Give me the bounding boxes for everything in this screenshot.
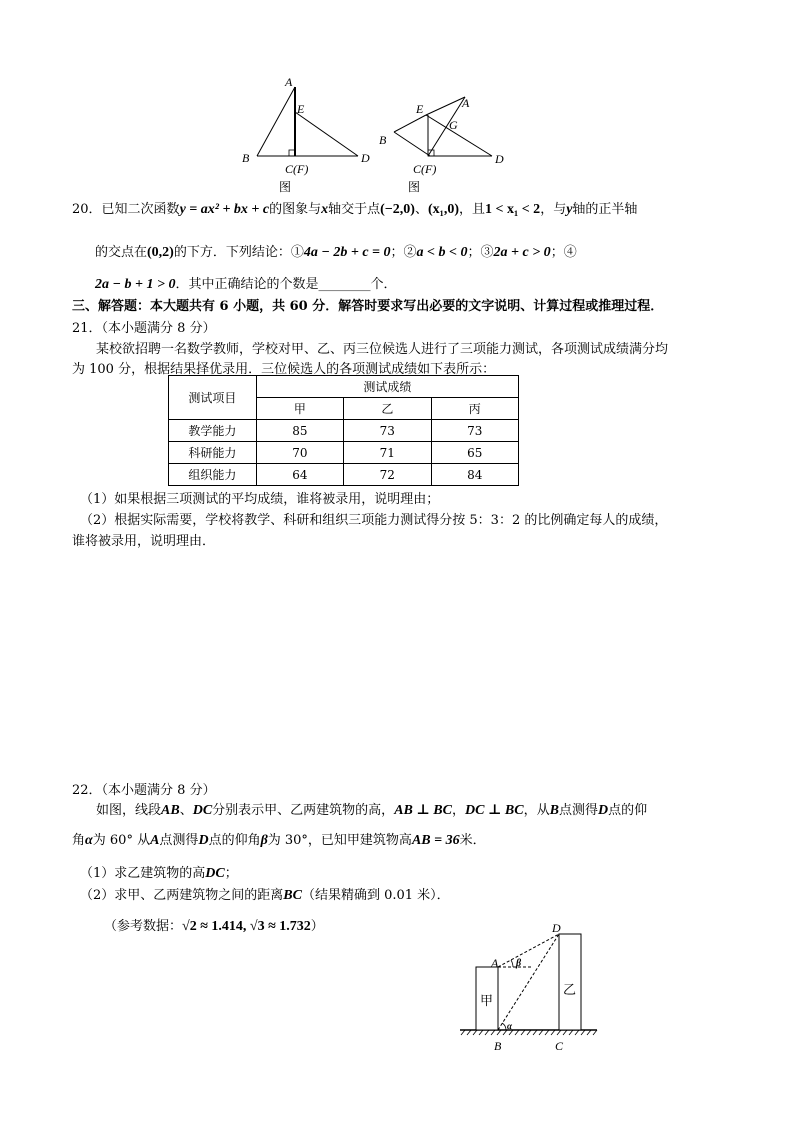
figure-1	[230, 70, 380, 198]
scores-table	[168, 375, 519, 486]
label-beta: β	[516, 958, 522, 969]
label-cf: C(F)	[413, 162, 437, 176]
q21-part2-line1: （2）根据实际需要，学校将教学、科研和组织三项能力测试得分按 5：3：2 的比例确定每人的成绩，	[80, 513, 668, 528]
q22-part1: （1）求乙建筑物的高DC；	[80, 866, 238, 881]
q21-intro-line2: 为 100 分，根据结果择优录用．三位候选人的各项测试成绩如下表所示：	[72, 362, 496, 377]
label-d: D	[495, 152, 504, 166]
q22-line1: 如图，线段AB、DC分别表示甲、乙两建筑物的高，AB ⊥ BC，DC ⊥ BC，从B点测得D点的仰	[96, 803, 648, 818]
conclusion-2: a < b < 0	[416, 245, 468, 260]
label-c: C	[555, 1039, 564, 1053]
score-cell: 65	[431, 442, 518, 464]
q21-part2-line2: 谁将被录用，说明理由．	[72, 534, 216, 549]
q21-header: 21．（本小题满分 8 分）	[72, 321, 216, 336]
sight-line-bd	[498, 934, 559, 1030]
score-cell: 71	[344, 442, 431, 464]
table-row	[169, 420, 519, 442]
table-row	[169, 464, 519, 486]
header-candidate: 丙	[431, 398, 518, 420]
score-cell: 73	[344, 420, 431, 442]
section-heading: 三、解答题：本大题共有 6 小题，共 60 分．解答时要求写出必要的文字说明、计算过程或推理过程．	[72, 299, 664, 314]
label-alpha: α	[507, 1021, 512, 1031]
angle-alpha-arc	[502, 1023, 506, 1030]
label-a: A	[462, 96, 470, 110]
header-test-item: 测试项目	[169, 376, 257, 420]
label-g: G	[449, 118, 458, 132]
buildings-figure	[455, 918, 605, 1058]
label-b: B	[494, 1039, 502, 1053]
figure-2	[372, 85, 522, 198]
label-a: A	[285, 75, 293, 89]
label-d: D	[552, 921, 561, 935]
label-e: E	[297, 102, 305, 116]
score-cell: 64	[256, 464, 343, 486]
score-cell: 84	[431, 464, 518, 486]
q20-line2: 的交点在(0,2)的下方．下列结论：①4a − 2b + c = 0；②a < b < 0；③2a + c > 0；④	[95, 245, 577, 260]
q20-line3: 2a − b + 1 > 0．其中正确结论的个数是________个．	[95, 277, 397, 292]
q22-header: 22．（本小题满分 8 分）	[72, 783, 216, 798]
q20-line1: 20．已知二次函数y = ax² + bx + c的图象与x轴交于点(−2,0)、(x₁,0)，且1 < x₁ < 2，与y轴的正半轴	[72, 202, 638, 217]
q22-line2: 角α为 60° 从A点测得D点的仰角β为 30°，已知甲建筑物高AB = 36米．	[72, 833, 486, 848]
label-a: A	[491, 956, 499, 970]
header-candidate: 乙	[344, 398, 431, 420]
score-cell: 72	[344, 464, 431, 486]
table-row	[169, 442, 519, 464]
q22-reference-data: （参考数据：√2 ≈ 1.414, √3 ≈ 1.732）	[104, 919, 324, 934]
label-cf: C(F)	[285, 162, 309, 176]
q22-part2: （2）求甲、乙两建筑物之间的距离BC（结果精确到 0.01 米）．	[80, 888, 450, 903]
q21-intro-line1: 某校欲招聘一名数学教师，学校对甲、乙、丙三位候选人进行了三项能力测试，各项测试成绩满分均	[96, 342, 669, 357]
row-label: 教学能力	[169, 420, 257, 442]
conclusion-3: 2a + c > 0	[493, 245, 551, 260]
score-cell: 70	[256, 442, 343, 464]
segment-bc	[394, 132, 430, 156]
angle-beta-arc	[511, 960, 513, 967]
conclusion-4: 2a − b + 1 > 0	[95, 277, 176, 292]
label-b: B	[242, 151, 250, 165]
segment-ab	[257, 87, 295, 156]
label-b: B	[379, 133, 387, 147]
score-cell: 85	[256, 420, 343, 442]
q21-part1: （1）如果根据三项测试的平均成绩，谁将被录用，说明理由；	[80, 492, 440, 507]
score-cell: 73	[431, 420, 518, 442]
answer-blank[interactable]: ________	[318, 277, 371, 292]
quadratic-function: y = ax² + bx + c	[179, 202, 270, 217]
figure-caption: 图	[408, 180, 421, 194]
label-e: E	[416, 102, 424, 116]
segment-ed	[295, 112, 358, 156]
label-d: D	[361, 151, 370, 165]
q20-number: 20．	[72, 202, 102, 217]
label-jia: 甲	[480, 993, 494, 1008]
sight-line-ad	[498, 934, 559, 967]
segment-ed	[426, 115, 492, 156]
row-label: 科研能力	[169, 442, 257, 464]
header-candidate: 甲	[256, 398, 343, 420]
segment-be	[394, 115, 426, 132]
row-label: 组织能力	[169, 464, 257, 486]
conclusion-1: 4a − 2b + c = 0	[303, 245, 391, 260]
header-test-scores: 测试成绩	[256, 376, 518, 398]
figure-caption: 图	[279, 180, 292, 194]
label-yi: 乙	[563, 982, 577, 997]
